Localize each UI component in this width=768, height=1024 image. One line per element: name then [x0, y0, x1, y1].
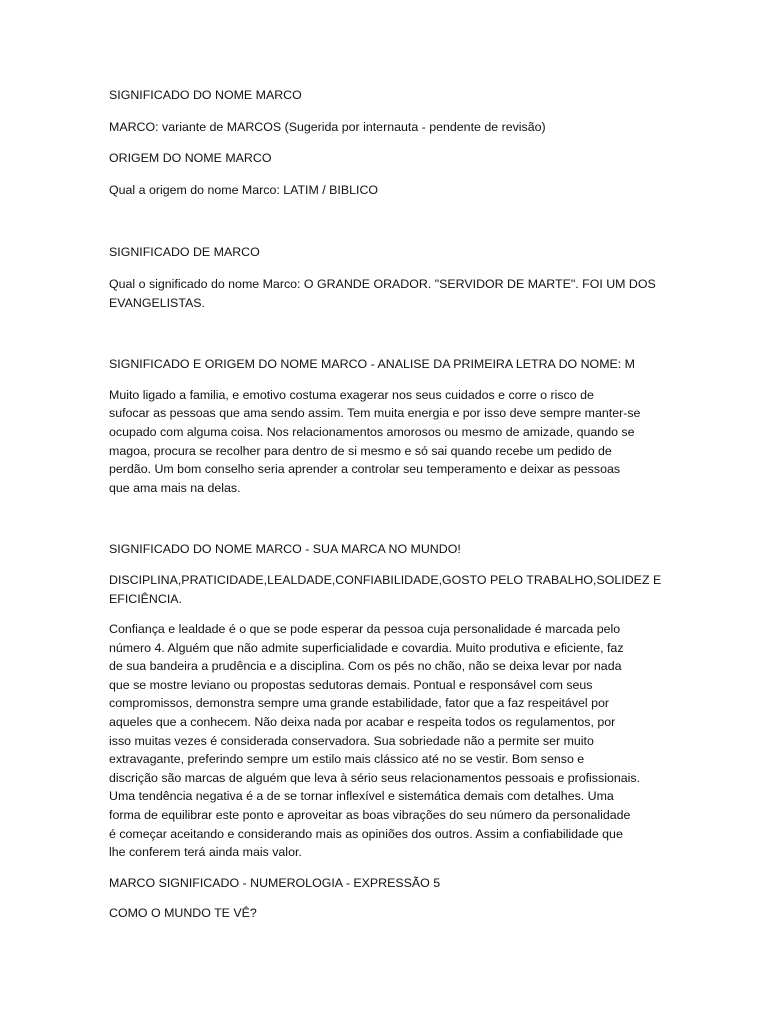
text-line: COMO O MUNDO TE VÊ? — [109, 906, 257, 921]
document-content — [109, 86, 665, 923]
number-4-paragraph — [109, 620, 665, 862]
traits-paragraph — [109, 571, 665, 608]
text-line: ocupado com alguma coisa. Nos relacionamentos amorosos ou mesmo de amizade, quando se — [109, 424, 635, 439]
heading-meaning — [109, 86, 665, 105]
text-line: discrição são marcas de alguém que leva à sério seus relacionamentos pessoais e profissionais. — [109, 770, 641, 785]
text-line: lhe conferem terá ainda mais valor. — [109, 845, 302, 860]
text-line: EFICIÊNCIA. — [109, 591, 182, 606]
text-line: Muito ligado a familia, e emotivo costuma exagerar nos seus cuidados e corre o risco de — [109, 387, 594, 402]
heading-numerology — [109, 874, 665, 893]
text-line: compromissos, demonstra sempre uma grande estabilidade, fator que a faz respeitável por — [109, 696, 610, 711]
text-line: é começar aceitando e considerando mais as opiniões dos outros. Assim a confiabilidade que — [109, 826, 623, 841]
variant-paragraph — [109, 118, 665, 137]
text-line: forma de equilibrar este ponto e aproveitar as boas vibrações do seu número da personalidade — [109, 808, 631, 823]
text-line: sufocar as pessoas que ama sendo assim. Tem muita energia e por isso deve sempre manter-se — [109, 406, 641, 421]
text-line: perdão. Um bom conselho seria aprender a controlar seu temperamento e deixar as pessoas — [109, 462, 621, 477]
heading-origin — [109, 149, 665, 168]
heading-meaning-of-marco — [109, 243, 665, 262]
text-line: extravagante, preferindo sempre um estilo mais clássico até no se vestir. Bom senso e — [109, 752, 585, 767]
origin-question-paragraph — [109, 181, 665, 200]
text-line: Qual o significado do nome Marco: O GRANDE ORADOR. "SERVIDOR DE MARTE". FOI UM DOS — [109, 276, 656, 291]
text-line: que ama mais na delas. — [109, 480, 241, 495]
text-line: Confiança e lealdade é o que se pode esperar da pessoa cuja personalidade é marcada pelo — [109, 622, 621, 637]
first-letter-paragraph — [109, 386, 665, 498]
text-line: que se mostre leviano ou propostas sedutoras demais. Pontual e responsável com seus — [109, 677, 593, 692]
text-line: ORIGEM DO NOME MARCO — [109, 151, 272, 166]
text-line: Qual a origem do nome Marco: LATIM / BIBLICO — [109, 182, 379, 197]
text-line: magoa, procura se recolher para dentro de si mesmo e só sai quando recebe um pedido de — [109, 443, 612, 458]
text-line: Uma tendência negativa é a de se tornar inflexível e sistemática demais com detalhes. Uma — [109, 789, 614, 804]
text-line: SIGNIFICADO E ORIGEM DO NOME MARCO - ANALISE DA PRIMEIRA LETRA DO NOME: M — [109, 357, 635, 372]
text-line: DISCIPLINA,PRATICIDADE,LEALDADE,CONFIABILIDADE,GOSTO PELO TRABALHO,SOLIDEZ E — [109, 572, 662, 587]
text-line: SIGNIFICADO DO NOME MARCO - SUA MARCA NO MUNDO! — [109, 542, 461, 557]
text-line: EVANGELISTAS. — [109, 295, 205, 310]
text-line: de sua bandeira a prudência e a disciplina. Com os pés no chão, não se deixa levar por nada — [109, 659, 622, 674]
heading-how-world-sees — [109, 904, 665, 923]
text-line: SIGNIFICADO DE MARCO — [109, 245, 260, 260]
text-line: isso muitas vezes é considerada conservadora. Sua sobriedade não a permite ser muito — [109, 733, 594, 748]
text-line: MARCO: variante de MARCOS (Sugerida por internauta - pendente de revisão) — [109, 119, 546, 134]
text-line: MARCO SIGNIFICADO - NUMEROLOGIA - EXPRESSÃO 5 — [109, 875, 441, 890]
heading-mark-on-world — [109, 540, 665, 559]
text-line: SIGNIFICADO DO NOME MARCO — [109, 88, 302, 102]
heading-first-letter — [109, 355, 665, 374]
meaning-question-paragraph — [109, 275, 665, 312]
text-line: aqueles que a conhecem. Não deixa nada por acabar e respeita todos os regulamentos, por — [109, 715, 616, 730]
text-line: número 4. Alguém que não admite superficialidade e covardia. Muito produtiva e eficiente, faz — [109, 640, 624, 655]
